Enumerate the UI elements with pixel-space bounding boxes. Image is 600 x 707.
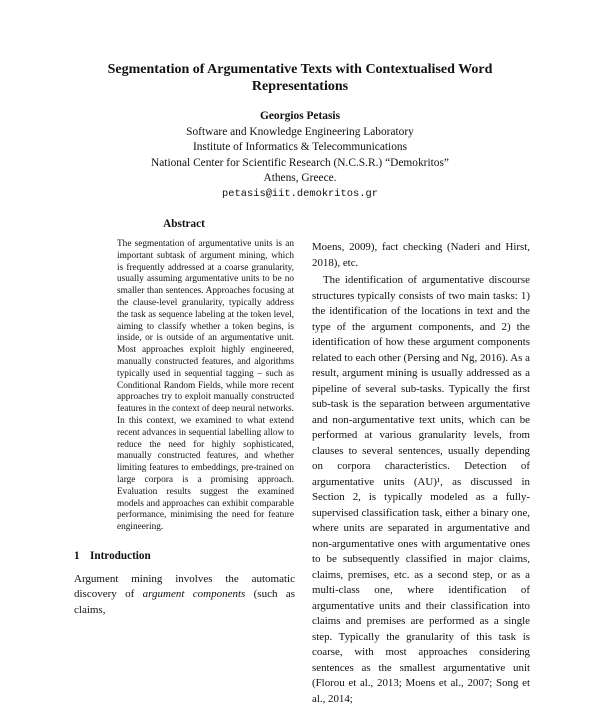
abstract-body — [117, 239, 294, 534]
affiliation-line-2: Institute of Informatics & Telecommunications — [192, 141, 408, 153]
affiliation-line-1: Software and Knowledge Engineering Laboratory — [186, 125, 414, 138]
section-number: 1 — [74, 550, 80, 562]
paper-title: Segmentation of Argumentative Texts with Contextualised Word Representations — [107, 62, 493, 94]
body-paragraph: The identification of argumentative discourse structures typically consists of two main tasks: 1) the identification of the locations in text and the type of the argument components, and 2) the identification of how these argument components related to each other (Persing and Ng, 2016). As a result, argument mining is usually addressed as a pipeline of several sub-tasks. Typically the first sub-task is the separation between argumentative and non-argumentative text units, which can be performed at various granularity levels, from clauses to several sentences, usually depending on corpora characteristics. Detection of argumentative units (AU)¹, as discussed in Section 2, is typically modeled as a fully-supervised classification task, either a binary one, where units are separated in argumentative and non-argumentative ones with argumentative ones to be subsequently classified in major claims, claims, premises, etc. as a second step, or as a multi-class one, where identification of argumentative units and their classification into claims and premises are performed as a single step. Typically the granularity of this task is coarse, with most approaches considering sentences as the smallest argumentative unit (Florou et al., 2013; Moens et al., 2007; Song et al., 2014; — [312, 274, 530, 705]
intro-paragraph — [74, 572, 295, 618]
author-location: Athens, Greece. — [263, 172, 337, 184]
author-block — [60, 109, 540, 202]
affiliation-line-3: National Center for Scientific Research (N.C.S.R.) “Demokritos” — [151, 156, 449, 169]
continued-paragraph: Moens, 2009), fact checking (Naderi and Hirst, 2018), etc. — [312, 241, 530, 269]
author-name: Georgios Petasis — [259, 110, 341, 122]
abstract-text: The segmentation of argumentative units is an important subtask of argument mining, which is frequently addressed at a coarse granularity, usually assuming argumentative units to be no smaller than sentences. Approaches focusing at the clause-level granularity, typically address the task as sequence labeling at the token level, aiming to classify whether a token begins, is inside, or is outside of an argumentative unit. Most approaches exploit highly engineered, manually constructed features, and algorithms typically used in sequential tagging – such as Conditional Random Fields, while more recent approaches try to exploit manually constructed features in the context of deep neural networks. In this context, we examined to what extend recent advances in sequential labelling allow to reduce the need for highly sophisticated, manually constructed features, and whether limiting features to embeddings, pre-trained on large corpora is a promising approach. Evaluation results suggest the examined models and approaches can exhibit comparable performance, minimising the need for feature engineering. — [117, 239, 294, 533]
section-heading-introduction — [74, 549, 294, 563]
section-title: Introduction — [90, 550, 151, 562]
intro-text-end: (such as claims, — [74, 588, 295, 616]
right-column — [312, 240, 530, 707]
intro-text-emphasis: argument components — [142, 588, 246, 601]
intro-text-start: Argument mining involves the automatic discovery of — [74, 573, 295, 601]
author-email: petasis@iit.demokritos.gr — [222, 187, 378, 200]
abstract-heading: Abstract — [163, 218, 205, 230]
left-column — [74, 217, 294, 534]
